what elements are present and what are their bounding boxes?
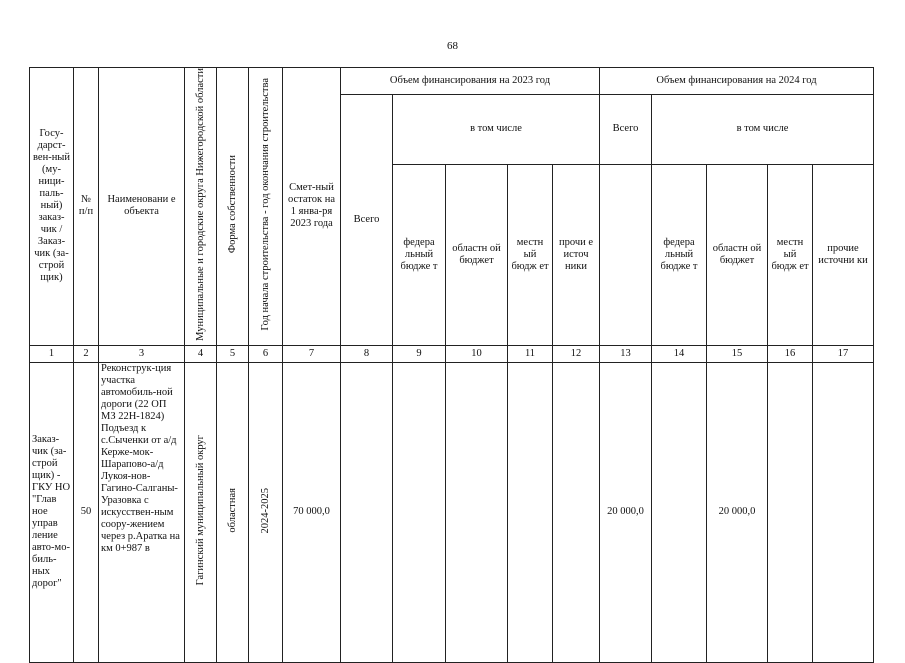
header-fin-2024: Объем финансирования на 2024 год <box>600 68 874 95</box>
column-number: 1 <box>30 345 74 362</box>
column-number: 7 <box>283 345 341 362</box>
column-number: 13 <box>600 345 652 362</box>
column-number: 2 <box>74 345 99 362</box>
row-federal-2024 <box>652 362 707 662</box>
row-ownership: областная <box>226 488 238 533</box>
header-other-2023: прочи е источ ники <box>553 164 600 345</box>
column-number: 5 <box>217 345 249 362</box>
row-num: 50 <box>74 362 99 662</box>
row-object-name: Реконструк-ция участка автомобиль-ной дороги (22 ОП МЗ 22Н-1824) Подъезд к с.Сыченки от а/д Керже-мок-Шарапово-а/д Лукоя-нов-Гагино-Салганы-Уразовка с искусствен-ным соору-жением через р.Аратка на км 0+987 в <box>99 362 185 662</box>
column-number: 16 <box>768 345 813 362</box>
header-num: № п/п <box>74 68 99 346</box>
header-regional-2023: областн ой бюджет <box>446 164 508 345</box>
header-object-name: Наименовани е объекта <box>99 68 185 346</box>
table-row <box>30 362 874 662</box>
row-local-2024 <box>768 362 813 662</box>
column-number: 6 <box>249 345 283 362</box>
investment-table <box>29 67 874 663</box>
column-number: 9 <box>393 345 446 362</box>
row-district: Гагинский муниципальный округ <box>194 435 206 586</box>
row-other-2023 <box>553 362 600 662</box>
header-customer: Госу-дарст-вен-ный (му-ници-паль-ный) заказ-чик / Заказ-чик (за-строй щик) <box>30 68 74 346</box>
row-district-cell <box>185 362 217 662</box>
column-number: 12 <box>553 345 600 362</box>
row-balance: 70 000,0 <box>283 362 341 662</box>
row-customer: Заказ-чик (за-строй щик) - ГКУ НО "Глав ное управ ление авто-мо-биль-ных дорог" <box>30 362 74 662</box>
row-local-2023 <box>508 362 553 662</box>
page-number: 68 <box>447 40 458 52</box>
column-number: 3 <box>99 345 185 362</box>
column-number: 8 <box>341 345 393 362</box>
header-regional-2024: областн ой бюджет <box>707 164 768 345</box>
header-ownership: Форма собственности <box>226 155 238 254</box>
header-federal-2023: федера льный бюдже т <box>393 164 446 345</box>
header-years: Год начала строительства - год окончания строительства <box>259 78 271 331</box>
header-including-2023: в том числе <box>393 95 600 165</box>
row-regional-2023 <box>446 362 508 662</box>
row-other-2024 <box>813 362 874 662</box>
column-number: 17 <box>813 345 874 362</box>
header-fin-2023: Объем финансирования на 2023 год <box>341 68 600 95</box>
header-total-2024: Всего <box>600 95 652 165</box>
column-number: 4 <box>185 345 217 362</box>
header-federal-2024: федера льный бюдже т <box>652 164 707 345</box>
header-total-2023: Всего <box>341 95 393 346</box>
header-ownership-cell <box>217 68 249 346</box>
column-number: 14 <box>652 345 707 362</box>
header-districts: Муниципальные и городские округа Нижегородской области <box>194 68 206 341</box>
header-years-cell <box>249 68 283 346</box>
row-total-2023 <box>341 362 393 662</box>
header-balance: Смет-ный остаток на 1 янва-ря 2023 года <box>283 68 341 346</box>
row-regional-2024: 20 000,0 <box>707 362 768 662</box>
column-number: 10 <box>446 345 508 362</box>
column-number: 11 <box>508 345 553 362</box>
column-number: 15 <box>707 345 768 362</box>
header-local-2023: местн ый бюдж ет <box>508 164 553 345</box>
header-total-2024-blank <box>600 164 652 345</box>
header-other-2024: прочие источни ки <box>813 164 874 345</box>
header-local-2024: местн ый бюдж ет <box>768 164 813 345</box>
row-federal-2023 <box>393 362 446 662</box>
row-years-cell <box>249 362 283 662</box>
header-including-2024: в том числе <box>652 95 874 165</box>
header-districts-cell <box>185 68 217 346</box>
row-total-2024: 20 000,0 <box>600 362 652 662</box>
row-ownership-cell <box>217 362 249 662</box>
row-years: 2024-2025 <box>259 487 271 534</box>
column-numbers-row <box>30 345 874 362</box>
